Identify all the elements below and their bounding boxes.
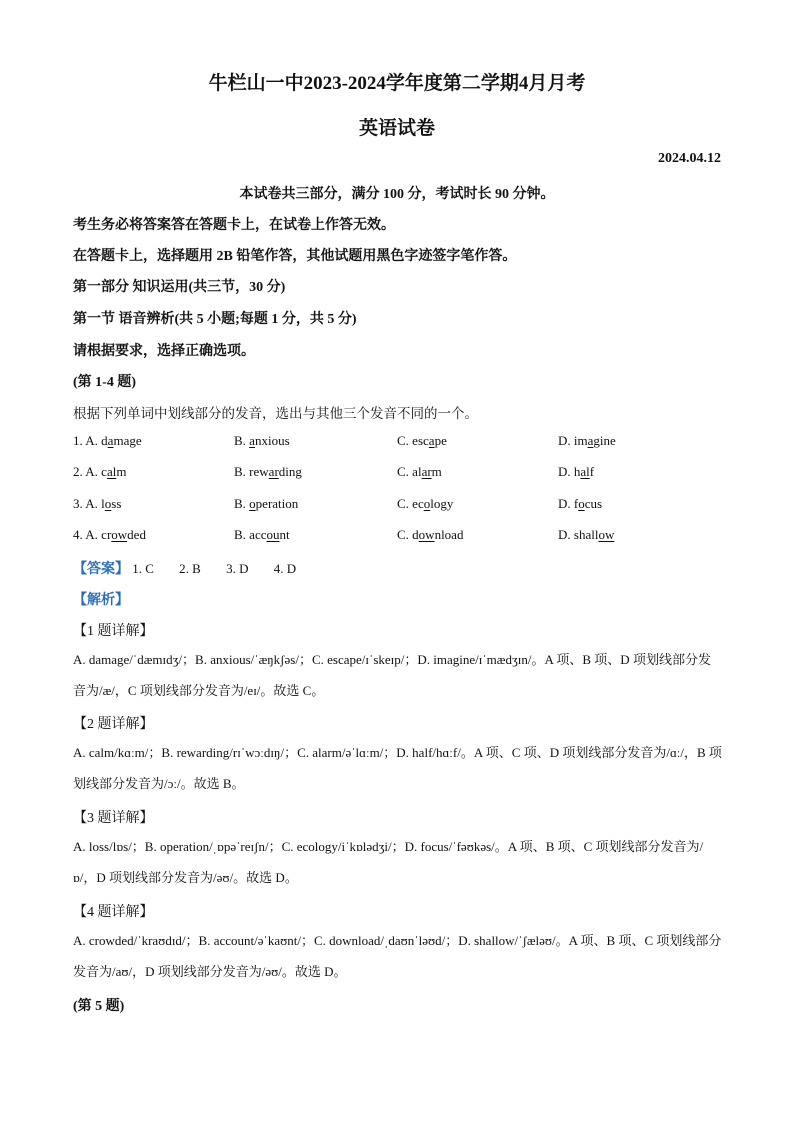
option-underlined-part: ou	[266, 527, 280, 542]
option-underlined-part: al	[580, 464, 590, 479]
question-1-option-b	[234, 433, 290, 449]
group-1-4-label: (第 1-4 题)	[73, 375, 136, 390]
question-3-option-b	[234, 496, 298, 512]
question-3-option-a	[73, 496, 121, 512]
question-1-option-a	[73, 433, 142, 449]
option-text: gine	[593, 433, 616, 448]
option-underlined-part: a	[107, 433, 114, 448]
option-underlined-part: o	[578, 496, 585, 511]
instruction-line-1: 本试卷共三部分，满分 100 分，考试时长 90 分钟。	[239, 187, 555, 202]
question-4-option-c	[397, 527, 463, 543]
analysis-text-2: A. calm/kɑːm/；B. rewarding/rɪˈwɔːdɪŋ/；C. alarm/əˈlɑːm/；D. half/hɑːf/。A 项、C 项、D 项划线部分发音为/ɑː/，B 项划线部分发音为/ɔː/。故选 B。	[73, 745, 722, 791]
analysis-heading-4: 【4 题详解】	[73, 905, 154, 920]
option-text: ded	[127, 527, 146, 542]
question-4-option-a	[73, 527, 146, 543]
option-text: C. d	[397, 527, 419, 542]
option-text: nt	[279, 527, 290, 542]
exam-subtitle: 英语试卷	[358, 118, 435, 139]
part1-heading: 第一部分 知识运用(共三节，30 分)	[73, 280, 286, 295]
analysis-heading-1: 【1 题详解】	[73, 624, 154, 639]
option-text: D. shall	[558, 527, 599, 542]
exam-date: 2024.04.12	[658, 151, 721, 166]
option-text: 2. A. c	[73, 464, 107, 479]
option-text: B.	[234, 433, 250, 448]
group-5-label: (第 5 题)	[73, 999, 125, 1014]
answer-label: 【答案】	[73, 562, 129, 577]
instruction-line-2: 考生务必将答案答在答题卡上，在试卷上作答无效。	[73, 218, 395, 233]
option-text: ding	[278, 464, 302, 479]
question-3-option-c	[397, 496, 453, 512]
section1-prompt: 请根据要求，选择正确选项。	[73, 344, 255, 359]
question-4-option-b	[234, 527, 290, 543]
analysis-heading-2: 【2 题详解】	[73, 717, 154, 732]
option-text: D. h	[558, 464, 581, 479]
option-text: 4. A. cr	[73, 527, 112, 542]
option-underlined-part: ow	[598, 527, 615, 542]
question-2-option-d	[558, 464, 594, 480]
option-text: 3. A. l	[73, 496, 105, 511]
option-text: m	[116, 464, 127, 479]
option-underlined-part: o	[423, 496, 431, 511]
option-text: C. al	[397, 464, 422, 479]
option-underlined-part: ar	[268, 464, 279, 479]
option-text: nload	[434, 527, 464, 542]
question-3-option-d	[558, 496, 602, 512]
option-text: cus	[584, 496, 603, 511]
analysis-text-3: A. loss/lɒs/；B. operation/ˌɒpəˈreɪʃn/；C. ecology/iˈkɒlədʒi/；D. focus/ˈfəʊkəs/。A 项、B 项、C 项划线部分发音为/ɒ/，D 项划线部分发音为/əʊ/。故选 D。	[73, 839, 704, 885]
option-text: m	[431, 464, 442, 479]
option-text: C. esc	[397, 433, 429, 448]
question-2-option-c	[397, 464, 442, 480]
option-text: mage	[113, 433, 142, 448]
option-underlined-part: ar	[421, 464, 432, 479]
exam-title: 牛栏山一中2023-2024学年度第二学期4月月考	[208, 73, 586, 94]
section1-heading: 第一节 语音辨析(共 5 小题;每题 1 分，共 5 分)	[73, 312, 357, 327]
option-underlined-part: a	[249, 433, 255, 448]
question-1-option-c	[397, 433, 447, 449]
option-text: ss	[111, 496, 122, 511]
option-underlined-part: ow	[111, 527, 128, 542]
option-underlined-part: ow	[418, 527, 435, 542]
question-2-option-a	[73, 464, 126, 480]
answer-value: 3. D	[226, 561, 249, 576]
analysis-text-4: A. crowded/ˈkraʊdɪd/；B. account/əˈkaʊnt/；C. download/ˌdaʊnˈləʊd/；D. shallow/ˈʃæləʊ/。A 项、B 项、C 项划线部分发音为/aʊ/，D 项划线部分发音为/əʊ/。故选 D。	[73, 933, 722, 979]
instruction-line-3: 在答题卡上，选择题用 2B 铅笔作答，其他试题用黑色字迹签字笔作答。	[73, 249, 517, 264]
answer-row	[73, 558, 296, 578]
option-text: D. im	[558, 433, 588, 448]
answer-value: 2. B	[179, 561, 201, 576]
option-underlined-part: a	[587, 433, 594, 448]
option-text: B. rew	[234, 464, 269, 479]
option-text: pe	[434, 433, 447, 448]
answer-value: 1. C	[132, 561, 154, 576]
question-1-option-d	[558, 433, 616, 449]
option-text: B.	[234, 496, 250, 511]
analysis-label: 【解析】	[73, 593, 129, 608]
option-text: B. acc	[234, 527, 267, 542]
analysis-text-1: A. damage/ˈdæmɪdʒ/；B. anxious/ˈæŋkʃəs/；C. escape/ɪˈskeɪp/；D. imagine/ɪˈmædʒɪn/。A 项、B 项、D 项划线部分发音为/æ/，C 项划线部分发音为/eɪ/。故选 C。	[73, 652, 711, 698]
option-text: peration	[255, 496, 299, 511]
option-underlined-part: o	[104, 496, 112, 511]
option-underlined-part: al	[106, 464, 117, 479]
option-text: D. f	[558, 496, 579, 511]
group-1-4-instruction: 根据下列单词中划线部分的发音，选出与其他三个发音不同的一个。	[73, 406, 478, 421]
option-text: f	[589, 464, 595, 479]
option-underlined-part: o	[249, 496, 256, 511]
option-text: nxious	[254, 433, 290, 448]
option-underlined-part: a	[428, 433, 435, 448]
answer-value: 4. D	[273, 561, 297, 576]
option-text: logy	[430, 496, 454, 511]
analysis-heading-3: 【3 题详解】	[73, 811, 154, 826]
option-text: 1. A. d	[73, 433, 108, 448]
question-2-option-b	[234, 464, 302, 480]
question-4-option-d	[558, 527, 614, 543]
option-text: C. ec	[397, 496, 424, 511]
